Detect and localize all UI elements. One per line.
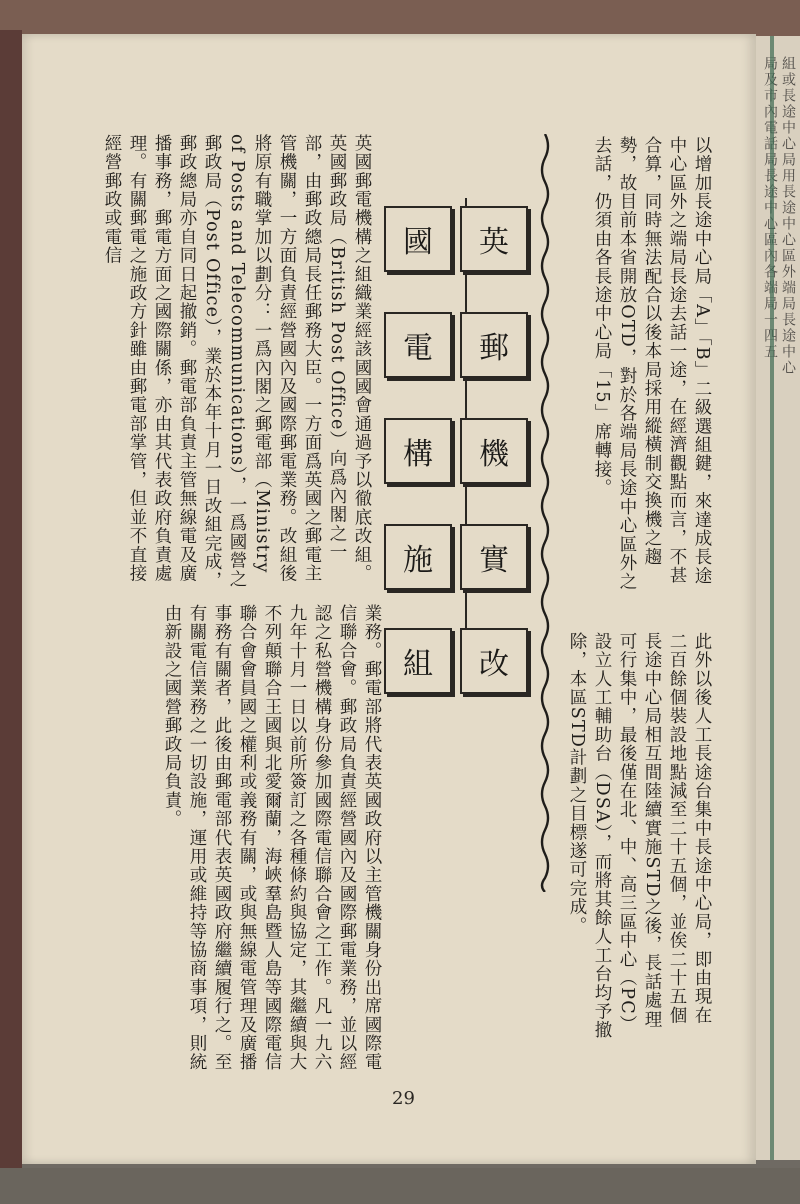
article-upper-left: 英國郵電機構之組織業經該國國會通過予以徹底改組。英國郵政局（British Post Office）向爲內閣之一部，由郵政總局長任郵務大臣。一方面爲英國之郵電主管機關，一方面負責經營國內及國際郵電業務。改組後將原有職掌加以劃分：一爲內閣之郵電部（Ministry of Posts and Telecommunications），一爲國營之郵政局（Post Office），業於本年十月一日改組完成，郵政總局亦自同日起撤銷。郵電部負責主管無線電及廣播事務，郵電方面之國際關係，亦由其代表政府負責處理。有關郵電之施政方針雖由郵電部掌管，但並不直接經營郵政或電信 <box>102 134 372 590</box>
next-page-green-edge <box>770 36 774 1160</box>
next-page-edge <box>756 36 800 1160</box>
article-lower-left: 業務。郵電部將代表英國政府以主管機關身份出席國際電信聯合會。郵政局負責經營國內及國際郵電業務，並以經認之私營機構身份參加國際電信聯合會之工作。凡一九六九年十月一日以前所簽訂之各種條約與協定，其繼續與大不列顛聯合王國與北愛爾蘭，海峽羣島暨人島等國際電信聯合會會員國之權利或義務有關，或與無線電管理及廣播事務有關者，此後由郵電部代表英國政府繼續履行之。至有關電信業務之一切設施，運用或維持等協商事項，則統由新設之國營郵政局負責。 <box>162 604 382 1072</box>
title-char-box: 國 <box>384 206 452 272</box>
article-upper-right: 以增加長途中心局「A」「B」二級選組鍵，來達成長途中心區外之端局長途去話一途，在經濟觀點而言，不甚合算，同時無法配合以後本局採用縱橫制交換機之趨勢，故目前本省開放OTD，對於各端局長途中心區外之去話，仍須由各長途中心局「15」席轉接。 <box>592 136 712 592</box>
book-spine-edge <box>0 30 22 1170</box>
title-char-box: 改 <box>460 628 528 694</box>
title-char-box: 組 <box>384 628 452 694</box>
wavy-divider <box>538 134 552 892</box>
title-char-box: 施 <box>384 524 452 590</box>
book-cover-top <box>0 0 800 36</box>
title-char-box: 實 <box>460 524 528 590</box>
title-char-box: 機 <box>460 418 528 484</box>
title-char-box: 英 <box>460 206 528 272</box>
next-page-text: 組或長途中心局用長途中心區外端局長途中心 <box>780 56 796 376</box>
title-char-box: 構 <box>384 418 452 484</box>
title-char-box: 郵 <box>460 312 528 378</box>
article-lower-right: 此外以後人工長途台集中長途中心局，即由現在二百餘個裝設地點減至二十五個，並俟二十五個長途中心局相互間陸續實施STD之後，長話處理可行集中，最後僅在北、中、高三區中心（PC）設立人工輔助台（DSA），而將其餘人工台均予撤除，本區STD計劃之目標遂可完成。 <box>567 632 712 1040</box>
title-char-box: 電 <box>384 312 452 378</box>
page-number: 29 <box>392 1088 415 1109</box>
book-cover-bottom <box>0 1168 800 1204</box>
